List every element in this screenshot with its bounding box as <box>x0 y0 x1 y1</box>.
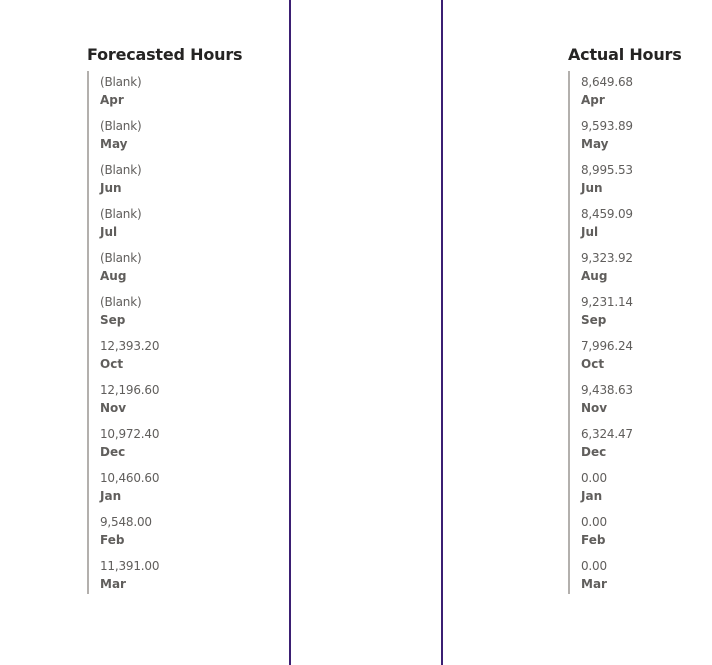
actual-row <box>581 381 691 425</box>
actual-month: Aug <box>581 269 608 283</box>
forecast-row <box>100 381 210 425</box>
actual-row <box>581 73 691 117</box>
actual-value: 0.00 <box>581 559 607 573</box>
forecasted-hours-title: Forecasted Hours <box>87 45 243 64</box>
forecast-month: Mar <box>100 577 126 591</box>
forecast-value: 9,548.00 <box>100 515 152 529</box>
forecast-value: (Blank) <box>100 75 142 89</box>
forecast-month: Nov <box>100 401 127 415</box>
forecast-row <box>100 205 210 249</box>
forecast-row <box>100 469 210 513</box>
actual-row <box>581 117 691 161</box>
forecast-row <box>100 117 210 161</box>
actual-month: Mar <box>581 577 607 591</box>
forecast-row <box>100 293 210 337</box>
forecast-month: Jun <box>100 181 122 195</box>
actual-value: 0.00 <box>581 471 607 485</box>
forecast-month: Oct <box>100 357 124 371</box>
divider-left <box>289 0 291 665</box>
forecast-row <box>100 337 210 381</box>
actual-value: 8,459.09 <box>581 207 633 221</box>
actual-hours-title: Actual Hours <box>568 45 682 64</box>
forecast-month: Apr <box>100 93 124 107</box>
forecast-row <box>100 161 210 205</box>
actual-month: Jan <box>581 489 603 503</box>
forecast-value: 10,460.60 <box>100 471 160 485</box>
actual-month: Nov <box>581 401 608 415</box>
forecast-value: (Blank) <box>100 295 142 309</box>
forecast-month: Dec <box>100 445 126 459</box>
forecast-value: (Blank) <box>100 163 142 177</box>
actual-month: Sep <box>581 313 607 327</box>
forecast-value: 11,391.00 <box>100 559 160 573</box>
actual-value: 6,324.47 <box>581 427 633 441</box>
forecast-month: May <box>100 137 128 151</box>
forecast-month: Jan <box>100 489 122 503</box>
actual-month: Jul <box>581 225 599 239</box>
actual-month: Apr <box>581 93 605 107</box>
actual-row <box>581 337 691 381</box>
forecast-value: 12,393.20 <box>100 339 160 353</box>
forecast-row <box>100 513 210 557</box>
actual-row <box>581 513 691 557</box>
actual-month: Jun <box>581 181 603 195</box>
forecast-row <box>100 249 210 293</box>
actual-row <box>581 249 691 293</box>
actual-value: 9,593.89 <box>581 119 633 133</box>
forecast-row <box>100 425 210 469</box>
forecast-value: 12,196.60 <box>100 383 160 397</box>
actual-row <box>581 205 691 249</box>
forecast-value: (Blank) <box>100 251 142 265</box>
actual-value: 0.00 <box>581 515 607 529</box>
divider-right <box>441 0 443 665</box>
forecast-month: Sep <box>100 313 126 327</box>
forecast-month: Aug <box>100 269 127 283</box>
actual-value: 9,323.92 <box>581 251 633 265</box>
actual-value: 9,438.63 <box>581 383 633 397</box>
forecast-row <box>100 73 210 117</box>
actual-hours-rows <box>568 71 691 594</box>
forecast-row <box>100 557 210 591</box>
actual-value: 9,231.14 <box>581 295 633 309</box>
actual-value: 8,649.68 <box>581 75 633 89</box>
actual-month: May <box>581 137 609 151</box>
forecast-month: Jul <box>100 225 118 239</box>
forecast-value: (Blank) <box>100 119 142 133</box>
forecast-value: (Blank) <box>100 207 142 221</box>
actual-row <box>581 425 691 469</box>
actual-row <box>581 161 691 205</box>
actual-month: Oct <box>581 357 605 371</box>
actual-row <box>581 557 691 591</box>
forecast-month: Feb <box>100 533 125 547</box>
actual-month: Dec <box>581 445 607 459</box>
actual-row <box>581 293 691 337</box>
actual-hours-card[interactable] <box>568 44 691 594</box>
actual-month: Feb <box>581 533 606 547</box>
forecasted-hours-card[interactable] <box>87 44 242 594</box>
actual-value: 7,996.24 <box>581 339 633 353</box>
forecasted-hours-rows <box>87 71 210 594</box>
actual-row <box>581 469 691 513</box>
actual-value: 8,995.53 <box>581 163 633 177</box>
forecast-value: 10,972.40 <box>100 427 160 441</box>
